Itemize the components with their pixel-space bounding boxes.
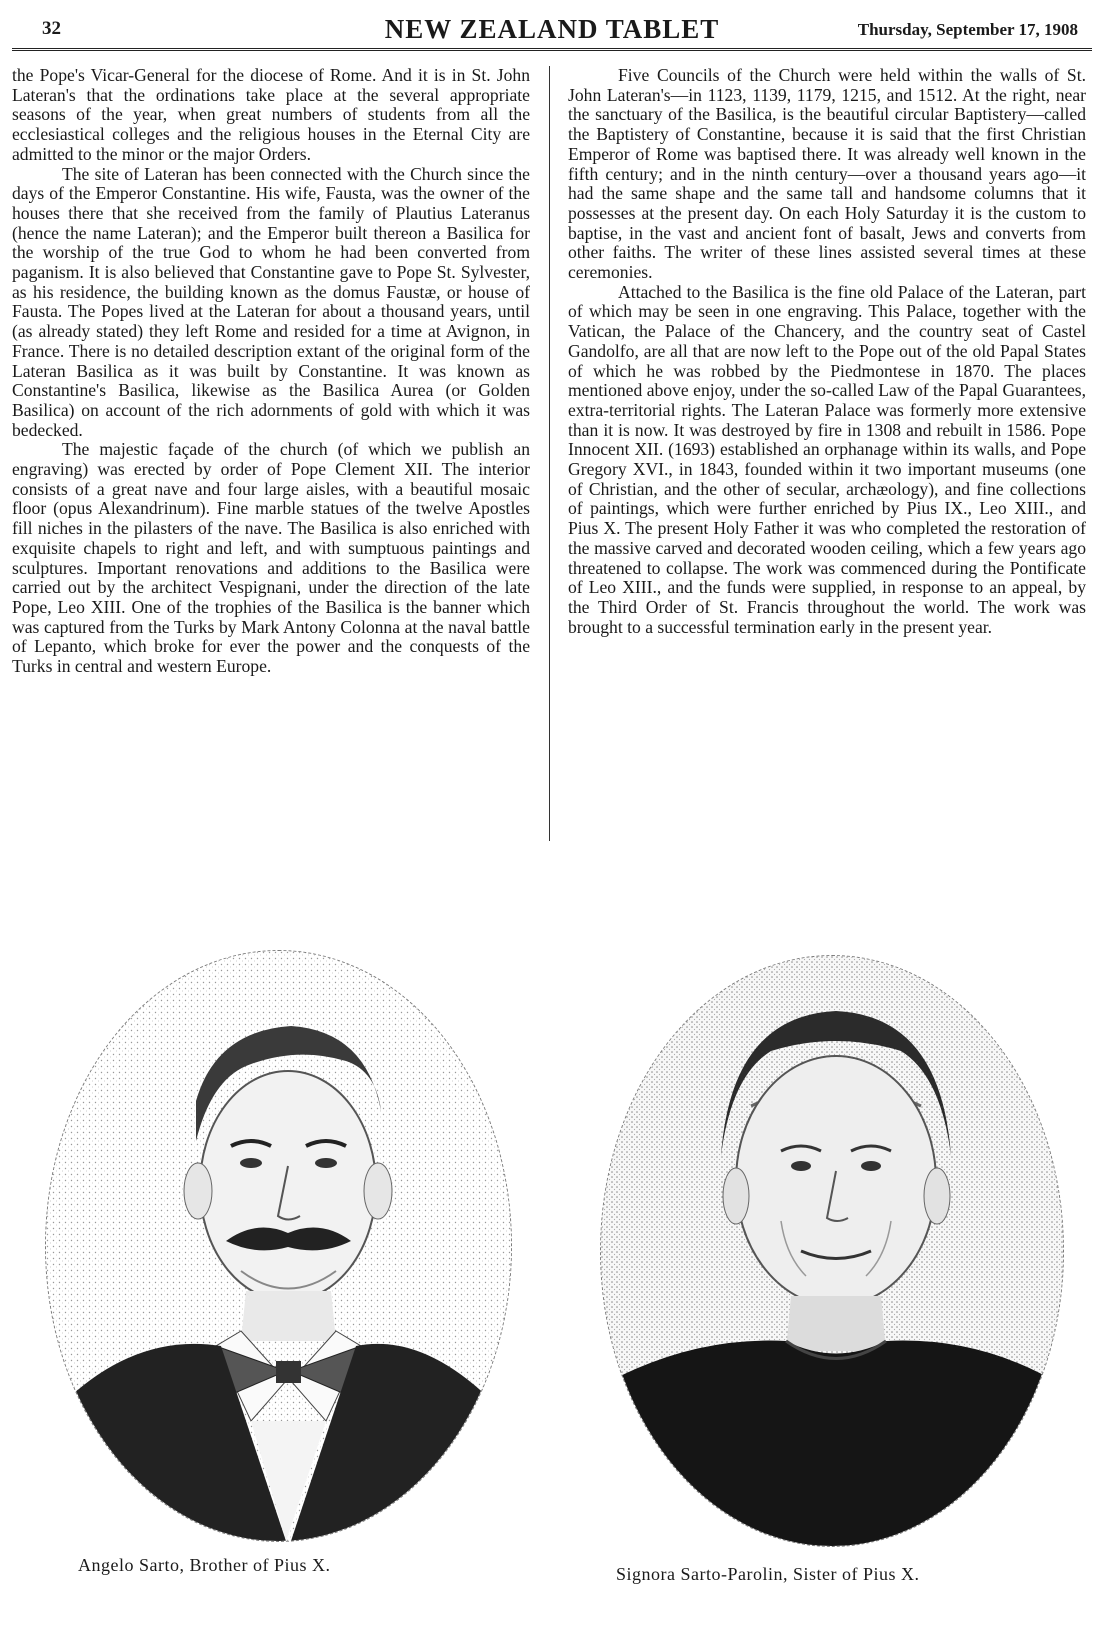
paragraph: Attached to the Basilica is the fine old Palace of the Lateran, part of which may be seen in one engraving. This Palace, together with the Vatican, the Palace of the Chancery, and the country seat of Castel Gandolfo, are all that are now left to the Pope out of the old Papal States of which he was robbed by the Piedmontese in 1870. The places mentioned above enjoy, under the so-called Law of the Papal Guarantees, extra-territorial rights. The Lateran Palace was formerly more extensive than it is now. It was destroyed by fire in 1308 and rebuilt in 1586. Pope Innocent XII. (1693) established an orphanage within its walls, and Pope Gregory XVI., in 1843, founded within it two important museums (one of Christian, and the other of secular, archæology), and fine collections of paintings, which were further enriched by Pius IX., Leo XIII., and Pius X. The present Holy Father it was who completed the restoration of the massive carved and decorated wooden ceiling, which a few years ago threatened to collapse. The work was commenced during the Pontificate of Leo XIII., and the funds were supplied, in response to an appeal, by the Third Order of St. Francis throughout the world. The work was brought to a successful termination early in the present year. xyxy=(568,281,1086,637)
paragraph: the Pope's Vicar-General for the diocese of Rome. And it is in St. John Lateran's that the ordinations take place at the several appropriate seasons of the year, when great numbers of students from all the ecclesiastical colleges and the religious houses in the Eternal City are admitted to the minor or the major Orders. xyxy=(12,65,530,164)
caption-right: Signora Sarto-Parolin, Sister of Pius X. xyxy=(616,1564,920,1584)
paragraph: The majestic façade of the church (of which we publish an engraving) was erected by order of Pope Clement XII. The interior consists of a great nave and four large aisles, with a beautiful mosaic floor (opus Alexandrinum). Fine marble statues of the twelve Apostles fill niches in the pilasters of the nave. The Basilica is also enriched with exquisite chapels to right and left, and with sumptuous paintings and sculptures. Important renovations and additions to the Basilica were carried out by the architect Vespignani, under the direction of the late Pope, Leo XIII. One of the trophies of the Basilica is the banner which was captured from the Turks by Mark Antony Colonna at the naval battle of Lepanto, which broke for ever the power and the conquests of the Turks in central and western Europe. xyxy=(12,439,530,677)
portrait-angelo-sarto xyxy=(45,950,512,1542)
masthead: NEW ZEALAND TABLET xyxy=(384,14,720,44)
caption-left: Angelo Sarto, Brother of Pius X. xyxy=(78,1555,331,1575)
portrait-woman-illustration xyxy=(601,956,1063,1546)
right-column xyxy=(568,66,1086,637)
column-divider xyxy=(549,66,550,841)
left-column xyxy=(12,66,530,677)
page-header xyxy=(12,14,1092,51)
issue-date: Thursday, September 17, 1908 xyxy=(857,20,1078,39)
portrait-man-illustration xyxy=(46,951,511,1541)
paragraph: The site of Lateran has been connected with the Church since the days of the Emperor Constantine. His wife, Fausta, was the owner of the houses there that she received from the family of Plautius Lateranus (hence the name Lateran); and the Emperor built thereon a Basilica for the worship of the true God to whom he had been converted from paganism. It is also believed that Constantine gave to Pope St. Sylvester, as his residence, the building known as the domus Faustæ, or house of Fausta. The Popes lived at the Lateran for about a thousand years, until (as already stated) they left Rome and resided for a time at Avignon, in France. There is no detailed description extant of the original form of the Lateran Basilica as it was built by Constantine. It was known as Constantine's Basilica, likewise as the Basilica Aurea (or Golden Basilica) on account of the rich adornments of gold with which it was bedecked. xyxy=(12,163,530,440)
portrait-signora-sarto-parolin xyxy=(600,955,1064,1547)
paragraph: Five Councils of the Church were held within the walls of St. John Lateran's—in 1123, 1139, 1179, 1215, and 1512. At the right, near the sanctuary of the Basilica, is the beautiful circular Baptistery—called the Baptistery of Constantine, because it is said that the first Christian Emperor of Rome was baptised there. It was already well known in the fifth century; and in the ninth century—over a thousand years ago—it had the same shape and the same tall and handsome columns that it possesses at the present day. On each Holy Saturday it is the custom to baptise, in the vast and ancient font of basalt, Jews and converts from other faiths. The writer of these lines assisted several times at these ceremonies. xyxy=(568,65,1086,283)
page-number: 32 xyxy=(42,18,61,39)
